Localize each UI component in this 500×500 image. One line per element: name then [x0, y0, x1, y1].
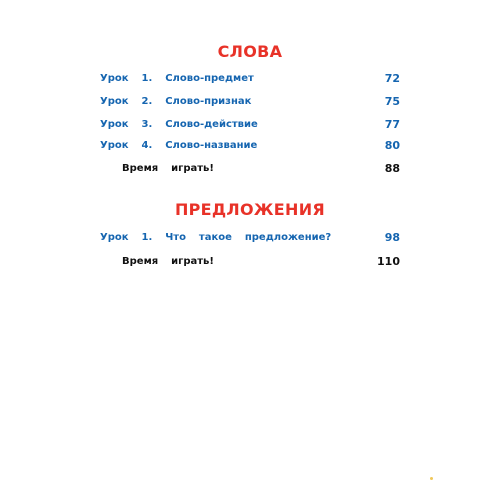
toc-entry-lesson-2[interactable] — [100, 94, 400, 110]
decorative-dot — [430, 477, 433, 480]
toc-entry-page: 72 — [384, 72, 400, 85]
section-title-predlozheniya: ПРЕДЛОЖЕНИЯ — [174, 200, 326, 219]
toc-entry-page: 77 — [384, 118, 400, 131]
toc-entry-label: Урок 2. Слово-признак — [100, 96, 252, 107]
toc-entry-lesson-1[interactable] — [100, 230, 400, 246]
toc-entry-game[interactable] — [100, 254, 400, 270]
toc-entry-lesson-1[interactable] — [100, 71, 400, 87]
toc-entry-page: 75 — [384, 95, 400, 108]
toc-entry-lesson-3[interactable] — [100, 117, 400, 133]
toc-entry-page: 88 — [384, 162, 400, 175]
toc-entry-label: Время играть! — [122, 163, 214, 174]
toc-entry-page: 80 — [384, 139, 400, 152]
toc-entry-page: 110 — [377, 255, 400, 268]
toc-entry-label: Урок 1. Что такое предложение? — [100, 232, 332, 243]
toc-entry-label: Урок 1. Слово-предмет — [100, 73, 254, 84]
toc-entry-label: Урок 3. Слово-действие — [100, 119, 258, 130]
toc-entry-page: 98 — [384, 231, 400, 244]
section-title-slova: СЛОВА — [217, 42, 283, 61]
toc-entry-label: Урок 4. Слово-название — [100, 140, 258, 151]
toc-entry-lesson-4[interactable] — [100, 138, 400, 154]
toc-entry-game[interactable] — [100, 161, 400, 177]
toc-entry-label: Время играть! — [122, 256, 214, 267]
